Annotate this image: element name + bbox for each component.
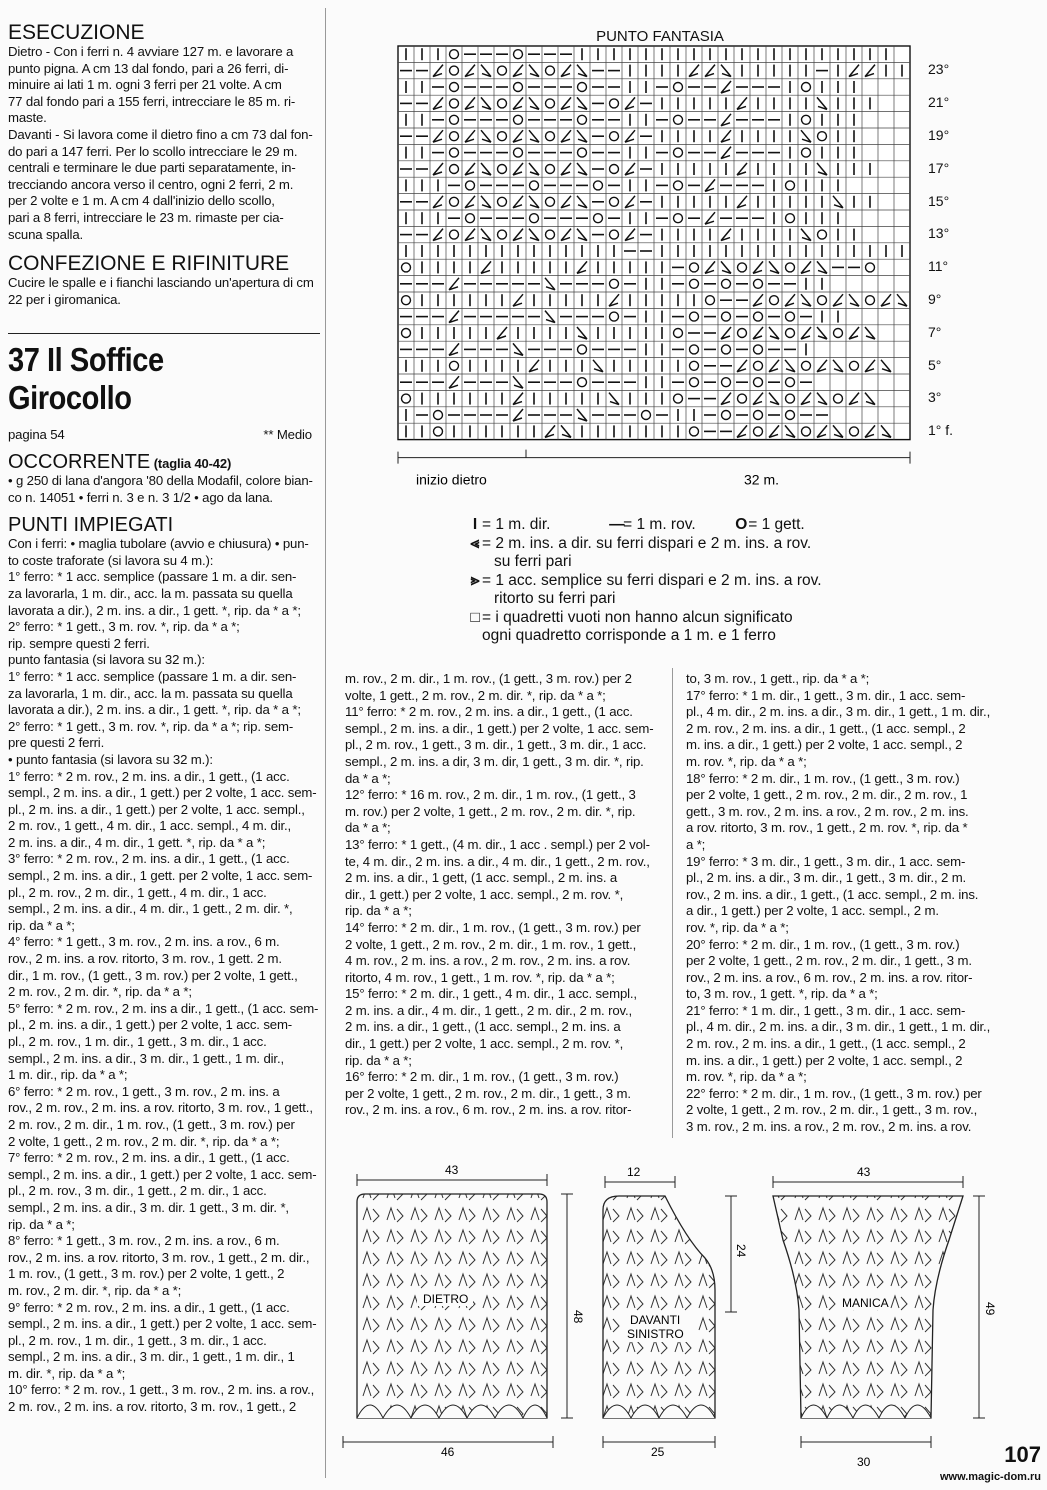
esecuzione-text [8,44,320,243]
sleeve-piece [773,1165,997,1469]
front-top-dim: 12 [627,1165,641,1179]
punti-line: pl., 2 m. rov., 1 m. dir., 1 gett., 3 m. dir., 1 acc. [8,1332,267,1348]
punti-line: 1 m. rov., (1 gett., 3 m. rov.) per 2 volte, 1 gett., 2 [8,1266,285,1282]
punti-line: 8° ferro: * 1 gett., 3 m. rov., 2 m. ins. a rov., 6 m. [8,1233,280,1249]
right-line: 3 m. rov., 2 m. ins. a rov., 2 m. rov., 2 m. ins. a rov. [686,1119,972,1135]
middle-column [345,671,658,1119]
sleeve-bottom-dim: 30 [857,1455,871,1469]
row-label: 13° [928,225,950,242]
middle-line: pl., 2 m. rov., 1 gett., 3 m. dir., 1 gett., 3 m. dir., 1 acc. [345,737,647,753]
right-column [686,671,998,1136]
punti-line: to coste traforate (si lavora su 4 m.): [8,552,214,568]
right-line: m. rov. *, rip. da * a *; [686,1069,807,1085]
esecuzione-title: ESECUZIONE [8,21,145,44]
punti-line: rip. da * a *; [8,917,75,933]
middle-line: m. rov.) per 2 volte, 1 gett., 2 m. rov., 2 m. dir. *, rip. [345,803,636,819]
right-line: 2 m. rov., 2 m. ins. a dir., 1 gett., (1 acc. sempl., 2 [686,1036,966,1052]
row-label: 21° [928,94,950,111]
right-line: 22° ferro: * 2 m. dir., 1 m. rov., (1 gett., 3 m. rov.) per [686,1085,982,1101]
row-label: 19° [928,127,950,143]
esecuzione-line: maste. [8,110,47,126]
right-line: 19° ferro: * 3 m. dir., 1 gett., 3 m. dir., 1 acc. sem- [686,853,966,869]
right-line: m. rov. *, rip. da * a *; [686,753,807,769]
site-watermark: www.magic-dom.ru [939,1471,1041,1483]
right-line: a dir., 1 gett.) per 2 volte, 1 acc. sempl., 2 m. [686,903,939,919]
punti-line: m. dir. *, rip. da * a *; [8,1365,126,1381]
knit-symbol-icon: I [472,516,478,533]
middle-line: da * a *; [345,820,391,836]
punti-line: 2 m. ins. a dir., 4 m. dir., 1 gett. *, rip. da * a *; [8,834,266,850]
width-label: 32 m. [744,471,780,488]
punti-line: 1 m. dir., rip. da * a *; [8,1067,128,1083]
middle-line: 2 m. ins. a dir., 4 m. dir., 1 gett., 2 m. dir., 2 m. rov., [345,1002,632,1018]
chart-title: PUNTO FANTASIA [596,28,724,45]
right-line: pl., 4 m. dir., 2 m. ins. a dir., 3 m. dir., 1 gett., 1 m. dir., [686,1019,991,1035]
row-label: 17° [928,159,950,176]
esecuzione-line: punto pigna. A cm 13 dal fondo, pari a 26 ferri, di- [8,60,289,76]
middle-line: rip. da * a *; [345,903,412,919]
punti-line: sempl., 2 m. ins. a dir., 3 m. dir., 1 gett., 1 m. dir., [8,1050,284,1066]
row-label: 7° [928,323,942,340]
occorrente-line: • g 250 di lana d'angora '80 della Modafil, colore bian- [8,473,313,488]
occorrente-text [8,473,320,506]
punti-line: za lavorarla, 1 m. dir., acc. la m. passata su quella [8,585,293,601]
front-label-1: DAVANTI [630,1313,681,1327]
legend-purl: = 1 m. rov. [623,516,696,533]
punti-line: Con i ferri: • maglia tubolare (avvio e chiusura) • pun- [8,536,309,552]
middle-line: sempl., 2 m. ins. a dir., 1 gett.) per 2 volte, 1 acc. sem- [345,720,654,736]
punti-line: 5° ferro: * 2 m. rov., 2 m. ins a dir., 1 gett., (1 acc. sem- [8,1000,319,1016]
esecuzione-line: per 2 volte e 1 m. A cm 4 dall'inizio dello scollo, [8,193,275,209]
back-height-dim: 48 [571,1310,585,1324]
right-line: pl., 2 m. ins. a dir., 3 m. dir., 1 gett., 3 m. dir., 2 m. [686,870,967,886]
punti-line: • punto fantasia (si lavora su 32 m.): [8,751,213,767]
punti-line: lavorata a dir.), 2 m. ins. a dir., 1 gett. *, rip. da * a *; [8,702,301,718]
middle-line: 2 volte, 1 gett., 2 m. rov., 2 m. dir., 1 m. rov., 1 gett., [345,936,637,952]
right-line: per 2 volte, 1 gett., 2 m. rov., 2 m. dir., 1 gett., 3 m. [686,953,972,969]
width-ruler [398,450,910,464]
punti-line: sempl., 2 m. ins. a dir., 4 m. dir., 1 gett., 2 m. dir. *, [8,901,293,917]
punti-line: pl., 2 m. rov., 1 m. dir., 1 gett., 3 m. dir., 1 acc. [8,1034,267,1049]
legend-k2tog-2: su ferri pari [494,553,572,570]
row-label: 1° f. [928,422,954,439]
right-line: 18° ferro: * 2 m. dir., 1 m. rov., (1 gett., 3 m. rov.) [686,770,960,786]
middle-line: da * a *; [345,770,391,786]
punti-title: PUNTI IMPIEGATI [8,514,174,537]
punti-line: 3° ferro: * 2 m. rov., 2 m. ins. a dir., 1 gett., (1 acc. [8,851,290,867]
middle-line: 11° ferro: * 2 m. rov., 2 m. ins. a dir., 1 gett., (1 acc. [345,704,633,720]
occorrente-line: co n. 14051 • ferri n. 3 e n. 3 1/2 • ago da lana. [8,489,273,505]
row-label: 3° [928,389,942,406]
schematics [335,1160,1015,1480]
middle-line: te, 4 m. dir., 2 m. ins. a dir., 4 m. dir., 1 gett., 2 m. rov., [345,853,650,869]
middle-line: 15° ferro: * 2 m. dir., 1 gett., 4 m. dir., 1 acc. sempl., [345,986,637,1002]
punti-line: pre questi 2 ferri. [8,735,105,751]
right-line: m. ins. a dir., 1 gett.) per 2 volte, 1 acc. sempl., 2 [686,1052,963,1068]
empty-square-icon: □ [470,608,480,626]
occorrente-size: (taglia 40-42) [153,456,232,471]
page-number: 107 [1004,1442,1041,1467]
legend-empty-1: = i quadretti vuoti non hanno alcun significato [482,608,793,626]
right-line: rov., 2 m. ins. a rov., 6 m. rov., 2 m. ins. a rov. ritor- [686,969,973,985]
occorrente-title: OCCORRENTE [8,451,151,473]
yo-symbol-icon: O [735,516,748,533]
punti-line: rip. da * a *; [8,1216,75,1232]
punti-text [8,536,320,1415]
right-line: m. ins. a dir., 1 gett.) per 2 volte, 1 acc. sempl., 2 [686,737,963,753]
punti-line: 9° ferro: * 2 m. rov., 2 m. ins. a dir., 1 gett., (1 acc. [8,1299,290,1315]
chart-grid [398,46,910,440]
punti-line: punto fantasia (si lavora su 32 m.): [8,652,205,668]
punti-line: pl., 2 m. rov., 3 m. dir., 1 gett., 2 m. dir., 1 acc. [8,1183,267,1199]
esecuzione-line: pari a 8 ferri, intrecciare le 23 m. rimaste per cia- [8,209,284,225]
punti-line: rov., 2 m. ins. a rov. ritorto, 3 m. rov., 1 gett., 2 m. dir., [8,1249,310,1265]
punti-line: 2° ferro: * 1 gett., 3 m. rov. *, rip. da * a *; rip. sem- [8,718,294,734]
right-line: a rov. ritorto, 3 m. rov., 1 gett., 2 m. rov. *, rip. da * [686,820,968,836]
esecuzione-line: scuna spalla. [8,226,84,242]
middle-line: volte, 1 gett., 2 m. rov., 2 m. dir. *, rip. da * a *; [345,687,606,703]
chart-legend [468,516,822,646]
right-line: per 2 volte, 1 gett., 2 m. rov., 2 m. dir., 2 m. rov., 1 [686,787,968,803]
right-line: 2 m. rov., 2 m. ins. a dir., 1 gett., (1 acc. sempl., 2 [686,720,966,736]
punti-line: 6° ferro: * 2 m. rov., 1 gett., 3 m. rov., 2 m. ins. a [8,1083,280,1099]
punti-line: 2 volte, 1 gett., 2 m. rov., 2 m. dir. *, rip. da * a *; [8,1133,280,1149]
divider [8,333,320,334]
punti-line: rip. sempre questi 2 ferri. [8,635,150,651]
front-piece [603,1165,748,1459]
middle-line: 4 m. rov., 2 m. ins. a rov., 2 m. rov., 2 m. ins. a rov. [345,953,631,969]
middle-line: rip. da * a *; [345,1052,412,1068]
middle-line: 2 m. ins. a dir., 1 gett, (1 acc. sempl., 2 m. ins. a [345,870,618,886]
esecuzione-line: do pari a 147 ferri. Per lo scollo intrecciare le 29 m. [8,143,298,159]
right-line: gett., 3 m. rov., 2 m. ins. a rov., 2 m. rov., 2 m. ins. [686,803,969,819]
esecuzione-line: 77 dal fondo pari a 155 ferri, intrecciare le 85 m. ri- [8,93,296,109]
middle-line: m. rov., 2 m. dir., 1 m. rov., (1 gett., 3 m. rov.) per 2 [345,671,632,686]
esecuzione-line: trecciando ancora verso il centro, ogni 2 ferri, 2 m. [8,176,294,192]
middle-line: per 2 volte, 1 gett., 2 m. rov., 2 m. dir., 1 gett., 3 m. [345,1085,631,1101]
esecuzione-line: Dietro - Con i ferri n. 4 avviare 127 m. e lavorare a [8,44,294,59]
punti-line: 7° ferro: * 2 m. rov., 2 m. ins. a dir., 1 gett., (1 acc. [8,1150,290,1166]
punti-line: rov., 2 m. ins. a rov. ritorto, 3 m. rov., 1 gett. 2 m. [8,951,282,967]
confezione-title: CONFEZIONE E RIFINITURE [8,252,290,276]
legend-empty-2: ogni quadretto corrisponde a 1 m. e 1 ferro [482,627,776,644]
punti-line: sempl., 2 m. ins. a dir., 1 gett.) per 2 volte, 1 acc. sem- [8,1316,317,1332]
right-line: to, 3 m. rov., 1 gett., rip. da * a *; [686,671,870,686]
right-line: rov., 2 m. ins. a dir., 1 gett., (1 acc. sempl., 2 m. ins. [686,886,979,902]
column-divider [325,8,326,1478]
front-bottom-dim: 25 [651,1445,665,1459]
punti-line: 2 m. rov., 1 gett., 4 m. dir., 1 acc. sempl., 4 m. dir., [8,818,292,834]
middle-line: ritorto, 4 m. rov., 1 gett., 1 m. rov. *, rip. da * a *; [345,969,615,985]
back-label: DIETRO [423,1292,469,1306]
punti-line: pl., 2 m. ins. a dir., 1 gett.) per 2 volte, 1 acc. sempl., [8,801,305,817]
right-line: to, 3 m. rov., 1 gett. *, rip. da * a *; [686,986,878,1002]
model-title-line1: 37 Il Soffice [8,341,164,378]
punti-line: 4° ferro: * 1 gett., 3 m. rov., 2 m. ins. a rov., 6 m. [8,934,280,950]
row-label: 5° [928,356,942,373]
stitch-chart [390,40,930,500]
row-label: 9° [928,291,942,307]
legend-k2tog-1: = 2 m. ins. a dir. su ferri dispari e 2 m. ins. a rov. [482,534,812,552]
legend-knit: = 1 m. dir. [482,516,551,533]
purl-symbol-icon: — [609,516,625,533]
row-label: 23° [928,61,950,78]
middle-line: dir., 1 gett.) per 2 volte, 1 acc. sempl., 2 m. rov. *, [345,886,624,902]
middle-line: sempl., 2 m. ins. a dir, 3 m. dir, 1 gett., 3 m. dir. *, rip. [345,753,644,769]
sleeve-height-dim: 49 [983,1302,997,1316]
right-line: a *; [686,836,706,852]
punti-line: 1° ferro: * 2 m. rov., 2 m. ins. a dir., 1 gett., (1 acc. [8,768,290,784]
right-line: pl., 4 m. dir., 2 m. ins. a dir., 3 m. dir., 1 gett., 1 m. dir., [686,704,991,720]
punti-line: 2 m. rov., 2 m. dir. *, rip. da * a *; [8,984,192,1000]
punti-line: 1° ferro: * 1 acc. semplice (passare 1 m. a dir. sen- [8,668,297,684]
middle-line: 14° ferro: * 2 m. dir., 1 m. rov., (1 gett., 3 m. rov.) per [345,919,641,935]
row-label: 11° [928,258,949,275]
middle-line: 2 m. ins. a dir., 1 gett., (1 acc. sempl., 2 m. ins. a [345,1019,621,1035]
sleeve-label: MANICA [842,1296,889,1310]
punti-line: za lavorarla, 1 m. dir., acc. la m. passata su quella [8,685,293,701]
punti-line: 2 m. rov., 2 m. ins. a rov. ritorto, 3 m. rov., 1 gett., 2 [8,1399,297,1415]
confezione-line: 22 per i giromanica. [8,291,121,307]
legend-ssk-1: = 1 acc. semplice su ferri dispari e 2 m. ins. a rov. [482,571,822,589]
punti-line: sempl., 2 m. ins. a dir., 1 gett.) per 2 volte, 1 acc. sem- [8,785,317,801]
model-block [8,341,320,1416]
middle-line: 16° ferro: * 2 m. dir., 1 m. rov., (1 gett., 3 m. rov.) [345,1069,619,1085]
middle-line: rov., 2 m. ins. a rov., 6 m. rov., 2 m. ins. a rov. ritor- [345,1102,632,1118]
back-top-dim: 43 [445,1163,459,1177]
model-level: ** Medio [263,427,312,442]
punti-line: 10° ferro: * 2 m. rov., 1 gett., 3 m. rov., 2 m. ins. a rov., [8,1382,315,1398]
punti-line: rov., 2 m. rov., 2 m. ins. a rov. ritorto, 3 m. rov., 1 gett., [8,1100,313,1116]
front-label-2: SINISTRO [627,1327,684,1341]
confezione-line: Cucire le spalle e i fianchi lasciando un'apertura di cm [8,275,314,291]
model-title-line2: Girocollo [8,379,132,416]
esecuzione-line: Davanti - Si lavora come il dietro fino a cm 73 dal fon- [8,126,313,142]
punti-line: sempl., 2 m. ins. a dir., 3 m. dir., 1 gett., 1 m. dir., 1 [8,1349,295,1365]
k2tog-symbol-icon: ⪡ [470,534,480,552]
front-height-dim: 24 [734,1244,748,1258]
punti-line: dir., 1 m. rov., (1 gett., 3 m. rov.) per 2 volte, 1 gett., [8,967,298,983]
legend-ssk-2: ritorto su ferri pari [494,590,616,607]
left-column [8,22,320,308]
right-line: rov. *, rip. da * a *; [686,919,789,935]
middle-line: dir., 1 gett.) per 2 volte, 1 acc. sempl., 2 m. rov. *, [345,1036,624,1052]
punti-line: sempl., 2 m. ins. a dir., 1 gett. per 2 volte, 1 acc. sem- [8,868,313,884]
confezione-text [8,275,320,308]
esecuzione-line: centrali e terminare le due parti separatamente, in- [8,160,296,176]
back-piece [343,1163,585,1480]
row-label: 15° [928,192,950,209]
ssk-symbol-icon: ⪢ [470,571,480,589]
punti-line: sempl., 2 m. ins. a dir., 1 gett.) per 2 volte, 1 acc. sem- [8,1166,317,1182]
sleeve-top-dim: 43 [857,1165,871,1179]
punti-line: pl., 2 m. ins. a dir., 1 gett.) per 2 volte, 1 acc. sem- [8,1017,293,1033]
esecuzione-line: minuire ai lati 1 m. ogni 3 ferri per 21 volte. A cm [8,77,282,93]
right-line: 20° ferro: * 2 m. dir., 1 m. rov., (1 gett., 3 m. rov.) [686,936,960,952]
column-divider-2 [672,668,673,1138]
punti-line: pl., 2 m. rov., 2 m. dir., 1 gett., 4 m. dir., 1 acc. [8,884,267,900]
punti-line: 1° ferro: * 1 acc. semplice (passare 1 m. a dir. sen- [8,569,297,585]
back-bottom-dim: 46 [441,1445,455,1459]
middle-line: 12° ferro: * 16 m. rov., 2 m. dir., 1 m. rov., (1 gett., 3 [345,787,636,803]
legend-yo: = 1 gett. [748,516,805,533]
right-line: 17° ferro: * 1 m. dir., 1 gett., 3 m. dir., 1 acc. sem- [686,687,966,703]
punti-line: sempl., 2 m. ins. a dir., 3 m. dir. 1 gett., 3 m. dir. *, [8,1199,289,1215]
middle-line: 13° ferro: * 1 gett., (4 m. dir., 1 acc . sempl.) per 2 vol- [345,836,650,852]
model-page: pagina 54 [8,427,65,442]
right-line: 2 volte, 1 gett., 2 m. rov., 2 m. dir., 1 gett., 3 m. rov., [686,1102,978,1118]
right-line: 21° ferro: * 1 m. dir., 1 gett., 3 m. dir., 1 acc. sem- [686,1002,966,1018]
punti-line: 2 m. rov., 2 m. dir., 1 m. rov., (1 gett., 3 m. rov.) per [8,1116,295,1132]
punti-line: m. rov., 2 m. dir. *, rip. da * a *; [8,1282,182,1298]
punti-line: 2° ferro: * 1 gett., 3 m. rov. *, rip. da * a *; [8,619,240,635]
start-label: inizio dietro [416,471,487,488]
punti-line: lavorata a dir.), 2 m. ins. a dir., 1 gett. *, rip. da * a *; [8,602,301,618]
